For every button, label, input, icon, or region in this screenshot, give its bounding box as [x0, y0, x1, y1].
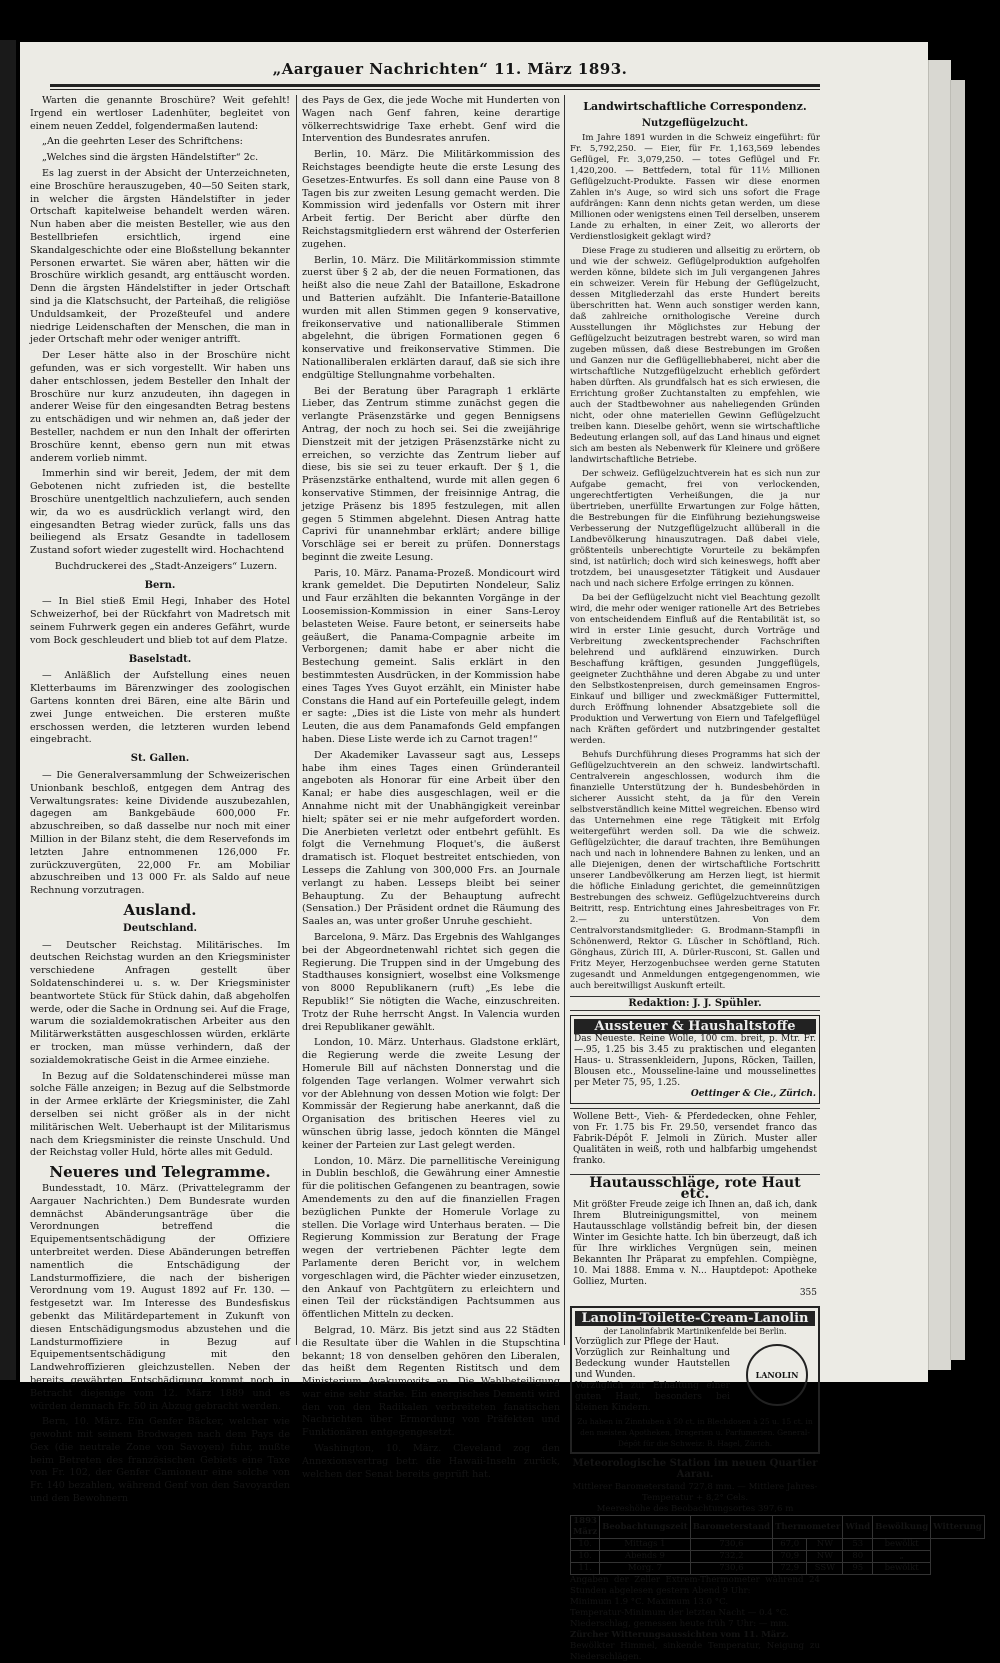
paragraph: Immerhin sind wir bereit, Jedem, der mit dem Gebotenen nicht zufrieden ist, die bestellte Broschüre unentgeltlich nachzuliefern, auch senden wir, da wo es ausdrücklich verlangt wird, den eingesandten Betrag wieder zurück, falls uns das beiliegend als Ersatz Gesandte in tadellosem Zustand sofort wieder zugestellt wird. Hochachtend: [30, 468, 290, 557]
weather-line: Minimum 1.9 °C. Maximum 13.0 °C.: [570, 1597, 729, 1607]
weather-table-header: 1893 März: [571, 1516, 600, 1539]
column-1: [30, 95, 290, 1509]
weather-line: Angaben der Zeller Extrem-Thermometer während 24 Stunden abgelesen gestern Abend 9 Uhr:: [570, 1575, 820, 1596]
column-2: [302, 95, 560, 1484]
stamp-text: LANOLIN: [755, 1369, 799, 1380]
signature: Buchdruckerei des „Stadt-Anzeigers“ Luzern.: [54, 560, 278, 572]
weather-table-cell: bewölkt: [873, 1539, 931, 1551]
paragraph: In Bezug auf die Soldatenschinderei müsse man solche Fälle anzeigen; in Bezug auf die Selbstmorde in der Armee erklärte der Kriegsminister, die Zahl derselben sei nicht größer als in der nicht militärischen Welt. Ueberhaupt ist der Militarismus nach dem Kriegsminister die reinste Unschuld. Und der Reichstag voller Huld, hörte alles mit Geduld.: [30, 1070, 290, 1159]
column-rule: [564, 95, 565, 1345]
weather-table-header: Thermometer: [773, 1516, 843, 1539]
ad-number: 355: [799, 1288, 817, 1298]
weather-table-row: [571, 1551, 985, 1563]
weather-line: Bewölkter Himmel, sinkende Temperatur, Neigung zu Niederschlägen.: [570, 1641, 820, 1662]
weather-table-cell: SSW: [807, 1563, 843, 1575]
section-heading: Deutschland.: [123, 922, 197, 934]
weather-table-cell: bewölkt: [873, 1563, 931, 1575]
ad-text: Mit größter Freude zeige ich Ihnen an, daß ich, dank Ihrem Blutreinigungsmittel, von meinem Hautausschlage vollständig befreit bin, der diesen Winter im Gesichte hatte. Ich bin überzeugt, daß ich für Ihre wirkliches Vergnügen sein, meinen Bekannten Ihr Präparat zu empfehlen. Compiègne, 10. Mai 1888. Emma v. N... Hauptdepot: Apotheke Golliez, Murten.: [573, 1200, 817, 1287]
weather-line: Meereshöhe des Beobachtungsortes 397,6 m: [596, 1504, 794, 1514]
paragraph: London, 10. März. Unterhaus. Gladstone erklärt, die Regierung werde die zweite Lesung der Homerule Bill auf nächsten Donnerstag und die folgenden Tage verlangen. Wolmer verwahrt sich vor der Ablehnung von dessen Motion wie folgt: Der Kommissär der Regierung habe anerkannt, daß die Organisation des britischen Heeres viel zu wünschen übrig lasse, jedoch könnten die Mängel keiner der Parteien zur Last gelegt werden.: [302, 1037, 560, 1151]
weather-table-cell: Abends 9: [600, 1551, 690, 1563]
masthead-rule: [50, 89, 820, 90]
advertisement-golliez: [570, 1174, 820, 1302]
advertisement-lanolin: [570, 1306, 820, 1454]
paragraph: Der Akademiker Lavasseur sagt aus, Lesseps habe ihm eines Tages einen Gründeranteil angeboten als Honorar für eine Arbeit über den Kanal; er habe dies ausgeschlagen, weil er die Annahme nicht mit der Unabhängigkeit vereinbar hielt; später sei er nie mehr aufgefordert worden. Die Anerbieten verletzt oder entbehrt gefühlt. Es folgt die Vernehmung Floquet's, die äußerst dramatisch ist. Floquet bestreitet entschieden, von Lesseps die Zahlung von 300,000 Frs. an Journale verlangt zu haben. Lesseps bleibt bei seiner Behauptung. Zu der Behauptung aufrecht (Sensation.) Der Präsident ordnet die Räumung des Saales an, was unter großer Unruhe geschieht.: [302, 749, 560, 928]
paragraph: Es lag zuerst in der Absicht der Unterzeichneten, eine Broschüre herauszugeben, 40—50 Seiten stark, in welcher die ärgsten Händelstifter in jeder Ortschaft kapitelweise behandelt werden wären. Nun haben aber die meisten Besteller, wie aus den Bestellbriefen ersichtlich, irgend eine Skandalgeschichte oder eine Bloßstellung bekannter Personen erwartet. Sie wären aber, hätten wir die Broschüre wirklich gesandt, arg enttäuscht worden. Denn die ärgsten Händelstifter in jeder Ortschaft sind ja die Klatschsucht, der Parteihaß, die religiöse Unduldsamkeit, der Prozeßteufel und andere niedrige Leidenschaften der Menschen, die man in jeder Ortschaft mehr oder weniger antrifft.: [30, 167, 290, 346]
paragraph: Bern, 10. März. Ein Genfer Bäcker, welcher wie gewohnt mit seinem Brodwagen nach dem Pays de Gex (die neutrale Zone von Savoyen) fuhr, mußte beim Betreten des französischen Gebiets eine Taxe von Fr. 102, der Genfer Camioneur eine solche von Fr. 140 bezahlen, während Genf von den Savoyarden und den Bewohnern: [30, 1416, 290, 1505]
weather-line: Temperatur-Minimum der letzten Nacht — 0.4 °C.: [570, 1608, 789, 1618]
ad-title: Hautausschläge, rote Haut etc.: [589, 1175, 801, 1202]
weather-table-cell: NW: [807, 1551, 843, 1563]
ad-title: Aussteuer & Haushaltstoffe: [574, 1019, 816, 1034]
paragraph: Da bei der Geflügelzucht nicht viel Beachtung gezollt wird, die mehr oder weniger rationelle Art des Betriebes von entscheidendem Einfluß auf die Rentabilität ist, so wird in erster Linie gesucht, durch Vorträge und Verbreitung zweckentsprechender Fachschriften belehrend und aufklärend einzuwirken. Durch Beschaffung kräftigen, gesunden Junggeflügels, geeigneter Zuchthähne und deren Abgabe zu und unter den Selbstkostenpreisen, durch gemeinsamen Engros-Einkauf und billiger und zweckmäßiger Futtermittel, durch Eröffnung lohnender Absatzgebiete soll die Produktion und Verwertung von Eiern und Tafelgeflügel nach Kräften gefördert und nutzbringender gestaltet werden.: [570, 593, 820, 746]
weather-table-cell: Mittags 1: [600, 1539, 690, 1551]
section-heading: Ausland.: [123, 901, 197, 920]
column-3: [570, 95, 982, 1663]
paragraph: — Deutscher Reichstag. Militärisches. Im deutschen Reichstag wurden an den Kriegsminister verschiedene Anfragen gestellt über Soldatenschinderei u. s. w. Der Kriegsminister beantwortete Stück für Stück dahin, daß abgeholfen werde, oder die Sache in Ordnung sei. Auf die Frage, warum die sozialdemokratischen Arbeiter aus den Militärwerkstätten ausgeschlossen würden, erklärte er trocken, man müsse verhindern, daß der sozialdemokratische Geist in die Armee einziehe.: [30, 939, 290, 1066]
weather-table-header: Barometerstand: [690, 1516, 772, 1539]
paragraph: Im Jahre 1891 wurden in die Schweiz eingeführt: für Fr. 5,792,250. — Eier, für Fr. 1,163,569 lebendes Geflügel, Fr. 3,079,250. — totes Geflügel und Fr. 1,420,200. — Bettfedern, total für 11½ Millionen Geflügelzucht-Produkte. Fassen wir diese enormen Zahlen in's Auge, so wird sich uns sofort die Frage aufdrängen: Kann denn nichts getan werden, um diese Millionen oder wenigstens einen Teil derselben, unserem Lande zu erhalten, in einer Zeit, wo allerorts der Verdienstlosigkeit geklagt wird?: [570, 133, 820, 242]
editor-line: Redaktion: J. J. Spühler.: [570, 996, 820, 1011]
weather-table-header: Wind: [843, 1516, 873, 1539]
ad-line: Vorzüglich zur Pflege der Haut.: [575, 1337, 719, 1347]
section-heading: Nutzgeflügelzucht.: [641, 118, 749, 129]
ad-line: Vorzüglich zur Reinhaltung und Bedeckung wunder Hautstellen und Wunden.: [575, 1348, 730, 1380]
weather-line: Niederschlag, gemessen heute früh 7 Uhr: — mm.: [570, 1619, 790, 1629]
weather-line: Zürcher Witterungsaussichten vom 11. März.: [570, 1630, 789, 1640]
lanolin-stamp-icon: [746, 1344, 808, 1406]
paragraph: Barcelona, 9. März. Das Ergebnis des Wahlganges bei der Abgeordnetenwahl richtet sich gegen die Regierung. Die Truppen sind in der Umgebung des Stadthauses konsigniert, woselbst eine Volksmenge von 8000 Republikanern (ruft) „Es lebe die Republik!“ Sie nötigten die Wache, einzuschreiten. Trotz der Ruhe herrscht Angst. In Valencia wurden drei Republikaner gewählt.: [302, 932, 560, 1033]
weather-table-cell: 53: [843, 1539, 873, 1551]
paragraph: Paris, 10. März. Panama-Prozeß. Mondicourt wird krank gemeldet. Die Deputirten Nondeleur, Saliz und Faur erzählten die bekannten Vorgänge in der Loosemission-Kommission in einer Sans-Leroy belasteten Weise. Faure betont, er seinerseits habe geäußert, die Panama-Compagnie arbeite im Verborgenen; damit habe er aber nicht die Bestechung gemeint. Salis erklärt in den bestimmtesten Ausdrücken, in der Kommission habe eines Tages Yves Guyot erzählt, ein Minister habe Constans die Hand auf ein Portefeuille gelegt, indem er sagte: „Dies ist die Liste von mehr als hundert Leuten, die aus dem Panamafonds Geld empfangen haben. Diese Liste werde ich zu Carnot tragen!“: [302, 567, 560, 746]
weather-table-header: Bewölkung: [873, 1516, 931, 1539]
paragraph: Berlin, 10. März. Die Militärkommission stimmte zuerst über § 2 ab, der die neuen Formationen, das heißt also die neue Zahl der Bataillone, Eskadrone und Batterien aufzählt. Die Infanterie-Bataillone wurden mit allen Stimmen gegen 9 konservative, freikonservative und nationalliberale Stimmen abgelehnt, die übrigen Formationen gegen 6 konservative und freikonservative Stimmen. Die Nationalliberalen erklärten darauf, daß sie sich ihre endgültige Stellungnahme vorbehalten.: [302, 254, 560, 381]
paragraph: — In Biel stieß Emil Hegi, Inhaber des Hotel Schweizerhof, bei der Rückfahrt von Madretsch mit seinem Fuhrwerk gegen ein anderes Gefährt, wurde vom Bock geschleudert und blieb tot auf dem Platze.: [30, 596, 290, 646]
weather-table-row: [571, 1563, 985, 1575]
section-heading: Neueres und Telegramme.: [49, 1163, 271, 1182]
paragraph: Berlin, 10. März. Die Militärkommission des Reichstages beendigte heute die erste Lesung des Gesetzes-Entwurfes. Es soll dann eine Pause von 8 Tagen bis zur zweiten Lesung gemacht werden. Die Kommission wird jedenfalls vor Ostern mit ihrer Arbeit fertig. Der Bericht aber dürfte den Reichstagsmitgliedern erst während der Osterferien zugehen.: [302, 149, 560, 250]
weather-table-cell: 732,2: [690, 1551, 772, 1563]
paragraph: Warten die genannte Broschüre? Weit gefehlt! Irgend ein wertloser Ladenhüter, begleitet von einem neuen Zeddel, folgendermaßen lautend:: [30, 95, 290, 132]
paragraph: Bei der Beratung über Paragraph 1 erklärte Lieber, das Zentrum stimme zunächst gegen die verlangte Präsenzstärke und gegen Bennigsens Antrag, der noch zu hoch sei. Sei die zweijährige Dienstzeit mit der jetzigen Präsenzstärke nicht zu erreichen, so verzichte das Zentrum lieber auf diese, bis sie sei zu teuer erkauft. Der § 1, die Präsenzstärke enthaltend, wurde mit allen gegen 6 konservative Stimmen, der freisinnige Antrag, die jetzige Präsenz bis 1895 festzulegen, mit allen gegen 5 Stimmen abgelehnt. Diesen Antrag hatte Caprivi für unannehmbar erklärt; andere billige Vorschläge sei er bereit zu prüfen. Donnerstags beginnt die zweite Lesung.: [302, 385, 560, 563]
weather-table-cell: 730,6: [690, 1563, 772, 1575]
scan-left-border: [0, 40, 16, 1380]
paragraph: Diese Frage zu studieren und allseitig zu erörtern, ob und wie der schweiz. Geflügelproduktion aufgeholfen werden könne, bildete sich im Juli vergangenen Jahres ein schweizer. Verein für Hebung der Geflügelzucht, dessen Mitgliederzahl das erste Hundert bereits überschritten hat. Wenn auch sonstiger werden kann, daß zahlreiche ornithologische Vereine durch Ausstellungen ihr Möglichstes zur Hebung der Geflügelzucht beizutragen bestrebt waren, so wird man zugeben müssen, daß diese Bestrebungen im Großen und Ganzen nur die Geflügelliebhaberei, nicht aber die wirtschaftliche Nutzgeflügelzucht erheblich gefördert haben dürften. Als grundfalsch hat es sich erwiesen, die Errichtung großer Zuchtanstalten zu empfehlen, wie auch der Stadtbewohner aus naheliegenden Gründen nicht, oder ohne materiellen Gewinn Geflügelzucht treiben kann. Dieselbe gehört, wenn sie wirtschaftliche Bedeutung erlangen soll, auf das Land hinaus und eignet sich am besten als Nebenwerk für Kleinere und größere landwirtschaftliche Betriebe.: [570, 246, 820, 465]
ad-footer: Zu haben in Zinntuben à 50 ct. in Blechdosen à 25 u. 15 ct. in den meisten Apotheken, Drogerien u. Parfumerien. General-Dépôt für die Schweiz: B. Hagel, Zürich.: [577, 1417, 813, 1448]
section-heading: Baselstadt.: [128, 653, 192, 665]
paragraph: Washington, 10. März. Cleveland zog den Annexionsvertrag betr. die Hawaii-Inseln zurück, welchen der Senat bereits geprüft hat.: [302, 1443, 560, 1480]
page-edge: [928, 60, 951, 1370]
section-heading: St. Gallen.: [130, 753, 190, 765]
column-rule: [296, 95, 297, 1345]
weather-table-cell: 72,9: [773, 1563, 807, 1575]
ad-line: Vorzüglich zur Erhaltung einer guten Haut, besonders bei kleinen Kindern.: [575, 1381, 730, 1413]
masthead: „Aargauer Nachrichten“ 11. März 1893.: [272, 60, 628, 78]
weather-report: [570, 1458, 982, 1663]
paragraph: Der Leser hätte also in der Broschüre nicht gefunden, was er sich vorgestellt. Wir haben uns daher entschlossen, jedem Besteller den Inhalt der Broschüre nur kurz anzudeuten, ihn dagegen in anderer Weise für den eingesandten Betrag bestens zu entschädigen und wir nehmen an, daß jeder der Besteller, nachdem er nun den Inhalt der offerirten Broschüre kennt, ebenso gern nun mit etwas anderem vorlieb nimmt.: [30, 350, 290, 464]
advertisement-jelmoli: Wollene Bett-, Vieh- & Pferdedecken, ohne Fehler, von Fr. 1.75 bis Fr. 29.50, versendet franco das Fabrik-Dépôt F. Jelmoli in Zürich. Muster aller Qualitäten in weiß, roth und halbfarbig umgehendst franko.: [570, 1108, 820, 1170]
paragraph: Belgrad, 10. März. Bis jetzt sind aus 22 Städten die Resultate über die Wahlen in die Stupschtina bekannt; 18 von denselben gehören den Liberalen, das heißt dem Regenten Ristitsch und dem Ministerium Avakumovits an. Die Wahlbeteiligung war eine sehr starke. Ein energisches Dementi wird den von den Radikalen verbreiteten fanatischen Nachrichten über Ermordung von Präfekten und Funktionären entgegengesetzt.: [302, 1324, 560, 1439]
weather-table-cell: 10.: [571, 1551, 600, 1563]
ad-text: Das Neueste. Reine Wolle, 100 cm. breit, p. Mtr. Fr. —.95, 1.25 bis 3.45 zu praktischen und eleganten Haus- u. Strassenkleidern, Jupons, Röcken, Taillen, Blousen etc., Mousseline-laine und mousselinettes per Meter 75, 95, 1.25.: [574, 1034, 816, 1088]
weather-table-cell: 70,9: [773, 1551, 807, 1563]
paragraph: Behufs Durchführung dieses Programms hat sich der Geflügelzuchtverein an den schweiz. landwirtschaftl. Centralverein angeschlossen, wodurch ihm die finanzielle Unterstützung der h. Bundesbehörden in sicherer Aussicht steht, da ja für den Verein selbstverständlich keine Mittel wegreichen. Ebenso wird das Unternehmen eine rege Tätigkeit mit Erfolg weitergeführt werden soll. Da wie die schweiz. Geflügelzüchter, die darauf trachten, ihre Bemühungen nach und nach in lohnendere Bahnen zu lenken, und an alle Diejenigen, denen der wirtschaftliche Fortschritt unserer Landbevölkerung am Herzen liegt, ist hiermit die höfliche Einladung gerichtet, die gemeinnützigen Bestrebungen des schweiz. Geflügelzuchtvereins durch Beitritt, resp. Entrichtung eines Jahresbeitrages von Fr. 2.— zu unterstützen. Von dem Centralvorstandsmitglieder: G. Brodmann-Stampfli in Schönenwerd, Rektor G. Lüscher in Schöftland, Rich. Gönghaus, Zürich III, A. Dürler-Rusconi, St. Gallen und Fritz Meyer, Herzogenbuchsee werden gerne Statuten zugesandt und Anmeldungen entgegengenommen, wie auch bereitwilligst Auskunft erteilt.: [570, 750, 820, 991]
weather-table: [570, 1515, 985, 1575]
weather-table-cell: 95: [843, 1563, 873, 1575]
page-edge: [950, 80, 965, 1360]
weather-table-row: [571, 1539, 985, 1551]
ad-firm: Oettinger & Cie., Zürich.: [690, 1089, 816, 1099]
weather-title: Meteorologische Station im neuen Quartier Aarau.: [572, 1458, 818, 1480]
paragraph: Bundesstadt, 10. März. (Privattelegramm der Aargauer Nachrichten.) Dem Bundesrate wurden demnächst Abänderungsanträge über die Verordnungen betreffend die Equipementsentschädigung der Offiziere unterbreitet werden. Diese Abänderungen betreffen namentlich die Entschädigung der Landsturmoffiziere, die nach der bisherigen Verordnung vom 19. August 1892 auf Fr. 130. — festgesetzt war. Im Interesse des Bundesfiskus gebenkt das Militärdepartement in Zukunft von diesen Entschädigungsmodus abzustehen und die Landsturmoffiziere in Bezug auf Equipementsentschädigung mit den Landwehroffizieren gleichzustellen. Neben der bereits gewährten Entschädigung kommt noch in Betracht diejenige vom 12. März 1889 und es würden demnach Fr. 50 in Abzug gebracht werden.: [30, 1182, 290, 1412]
weather-line: Mittlerer Barometerstand 727,8 mm. — Mittlere Jahres-Temperatur + 8,2° Cels.: [572, 1482, 818, 1503]
paragraph: London, 10. März. Die parnellitische Vereinigung in Dublin beschloß, die Gewährung einer Amnestie für die politischen Gefangenen zu beantragen, sowie Amendements zu den auf die finanziellen Fragen bezüglichen Punkte der Homerule Vorlage zu stellen. Die Vorlage wird Unterhaus beraten. — Die Regierung Kommission zur Beratung der Frage wegen der vertriebenen Pächter legte dem Parlamente deren Bericht vor, in welchem vorgeschlagen wird, die Pächter wieder einzusetzen, den Ankauf von Pachtgütern zu erleichtern und einen Teil der rückständigen Pachtsummen aus öffentlichen Mitteln zu decken.: [302, 1155, 560, 1321]
masthead-rule: [50, 84, 820, 87]
paragraph: — Die Generalversammlung der Schweizerischen Unionbank beschloß, entgegen dem Antrag des Verwaltungsrates: keine Dividende auszubezahlen, dagegen am Bankgebäude 600,000 Fr. abzuschreiben, so daß dasselbe nur noch mit einer Million in der Bilanz steht, die dem Reservefonds im letzten Jahre entnommenen 126,000 Fr. zurückzuvergüten, 22,000 Fr. am Mobiliar abzuschreiben und 13 000 Fr. als Saldo auf neue Rechnung vorzutragen.: [30, 770, 290, 897]
weather-table-cell: 80: [843, 1551, 873, 1563]
weather-table-cell: 67,0: [773, 1539, 807, 1551]
weather-table-cell: NW: [807, 1539, 843, 1551]
weather-table-header: Beobachtungszeit: [600, 1516, 690, 1539]
paragraph: Der schweiz. Geflügelzuchtverein hat es sich nun zur Aufgabe gemacht, frei von verlockenden, ungerechtfertigten Verheißungen, die ja nur übertrieben, unerfüllte Erwartungen zur Folge hätten, die Bestrebungen für die Einführung beziehungsweise Verbesserung der Nutzgeflügelzucht allüberall in die Landbevölkerung hinauszutragen. Daß dabei viele, größtenteils unberechtigte Vorurteile zu bekämpfen sind, ist natürlich; doch wird sich keineswegs, hofft aber trotzdem, bei unausgesetzter Tätigkeit und Ausdauer nach und nach sichere Erfolge erringen zu können.: [570, 469, 820, 589]
ad-subtitle: der Lanolinfabrik Martinikenfelde bei Berlin.: [603, 1327, 787, 1336]
section-heading: Bern.: [144, 579, 176, 591]
weather-table-cell: 730,6: [690, 1539, 772, 1551]
ad-title: Lanolin-Toilette-Cream-Lanolin: [575, 1311, 815, 1326]
weather-table-cell: Morg. 7: [600, 1563, 690, 1575]
paragraph: „Welches sind die ärgsten Händelstifter“ 2c.: [42, 152, 259, 164]
paragraph: „An die geehrten Leser des Schriftchens:: [42, 136, 243, 148]
weather-table-cell: 11.: [571, 1563, 600, 1575]
weather-table-cell: 10.: [571, 1539, 600, 1551]
advertisement-oettinger: [570, 1015, 820, 1104]
weather-table-header: Witterung: [931, 1516, 985, 1539]
paragraph: — Anläßlich der Aufstellung eines neuen Kletterbaums im Bärenzwinger des zoologischen Gartens konnten drei Bären, eine alte Bärin und zwei Junge entweichen. Die ersteren mußte erschossen werden, die letzteren wurden lebend eingebracht.: [30, 670, 290, 746]
weather-table-cell: „: [873, 1551, 931, 1563]
paragraph: des Pays de Gex, die jede Woche mit Hunderten von Wagen nach Genf fahren, keine derartige völkerrechtswidrige Taxe erhebt. Genf wird die Intervention des Bundesrates anrufen.: [302, 95, 560, 145]
section-heading: Landwirtschaftliche Correspondenz.: [583, 100, 807, 113]
